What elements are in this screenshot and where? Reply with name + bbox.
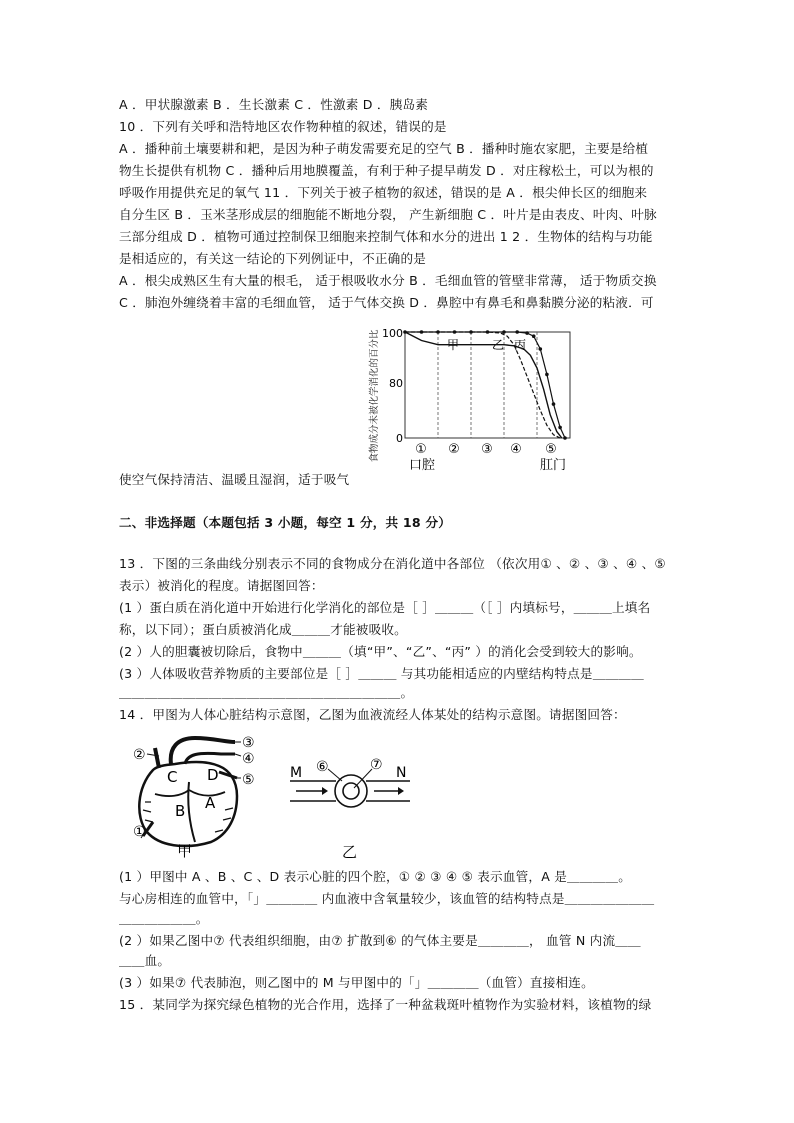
series-point <box>563 436 567 440</box>
x-name-mouth: 口腔 <box>408 458 436 473</box>
series-point <box>515 330 519 334</box>
series-label-bing: 丙 <box>514 338 527 352</box>
text-line: (2 ）如果乙图中⑦ 代表组织细胞，由⑦ 扩散到⑥ 的气体主要是＿＿＿＿， 血管 N 内流＿＿ <box>119 933 641 948</box>
aorta <box>171 738 235 764</box>
heart-label-1: ① <box>133 824 146 840</box>
text-line: (3 ）人体吸收营养物质的主要部位是［ ］＿＿＿ 与其功能相适应的内壁结构特点是＿＿＿＿ <box>119 666 644 681</box>
chamber-label-c: C <box>167 768 178 786</box>
chamber-label-b: B <box>175 802 186 820</box>
series-point <box>525 331 529 335</box>
vessel-label-6: ⑥ <box>316 759 329 775</box>
text-line: 三部分组成 D ．植物可通过控制保卫细胞来控制气体和水分的进出 1 2 ．生物体的结构与功能 <box>119 229 653 244</box>
text-line: A ．甲状腺激素 B ．生长激素 C ．性激素 D ．胰岛素 <box>119 97 429 112</box>
question-14: 14 ．甲图为人体心脏结构示意图，乙图为血液流经人体某处的结构示意图。请据图回答： <box>119 707 626 722</box>
series-point <box>486 330 490 334</box>
series-point <box>552 402 556 406</box>
series-point <box>532 334 536 338</box>
series-point <box>558 426 562 430</box>
x-tick-5: ⑤ <box>545 442 557 457</box>
heart-label-2: ② <box>133 747 146 763</box>
x-tick-1: ① <box>415 442 427 457</box>
x-tick-4: ④ <box>510 442 522 457</box>
series-line-1 <box>405 332 562 438</box>
leader-4 <box>235 754 241 756</box>
question-15: 15 ．某同学为探究绿色植物的光合作用，选择了一种盆栽斑叶植物作为实验材料，该植物的绿 <box>119 997 652 1012</box>
text-line: ＿＿＿＿＿＿＿＿＿＿＿＿＿＿＿＿＿＿＿＿＿＿。 <box>119 685 414 700</box>
text-line: 与心房相连的血管中，「」＿＿＿＿ 内血液中含氧量较少，该血管的结构特点是＿＿＿＿＿＿＿ <box>119 891 655 906</box>
text-line: A ．播种前土壤要耕和耙，是因为种子萌发需要充足的空气 B ．播种时施农家肥，主要是给植 <box>119 141 649 156</box>
series-point <box>403 330 407 334</box>
vessel-label-m: M <box>290 765 303 781</box>
heart-label-5: ⑤ <box>242 772 255 788</box>
text-line: A ．根尖成熟区生有大量的根毛， 适于根吸收水分 B ．毛细血管的管壁非常薄， 适于物质交换 <box>119 273 657 288</box>
text-line: 物生长提供有机物 C ．播种后用地膜覆盖，有利于种子提早萌发 D ．对庄稼松土，可以为根的 <box>119 163 654 178</box>
text-line: (2 ）人的胆囊被切除后，食物中＿＿＿（填“甲”、“乙”、“丙” ）的消化会受到较大的影响。 <box>119 644 642 659</box>
series-point <box>539 347 543 351</box>
leader-6 <box>328 769 342 781</box>
series-point <box>469 330 473 334</box>
series-point <box>453 330 457 334</box>
capillary-caption: 乙 <box>342 843 358 861</box>
y-tick-80: 80 <box>389 377 403 390</box>
series-label-jia: 甲 <box>447 338 460 352</box>
digestion-chart <box>365 312 580 478</box>
chart-frame <box>405 332 570 438</box>
text-line: (1 ）蛋白质在消化道中开始进行化学消化的部位是［ ］＿＿＿（［ ］内填标号，＿＿＿上填名 <box>119 600 651 615</box>
capillary-diagram <box>286 755 416 865</box>
text-line: C ．肺泡外缠绕着丰富的毛细血管， 适于气体交换 D ．鼻腔中有鼻毛和鼻黏膜分泌的粘液．可 <box>119 295 654 310</box>
heart-caption: 甲 <box>177 842 193 860</box>
x-name-anus: 肛门 <box>539 458 567 473</box>
chamber-label-d: D <box>207 766 219 784</box>
heart-label-4: ④ <box>242 751 255 767</box>
vessel-label-7: ⑦ <box>370 757 383 773</box>
vena-cava-top <box>155 748 159 768</box>
y-tick-0: 0 <box>396 432 403 445</box>
text-line: ＿＿血。 <box>119 953 171 968</box>
text-line: ＿＿＿＿＿＿。 <box>119 911 209 926</box>
series-label-yi: 乙 <box>492 338 505 352</box>
text-line: 自分生区 B ．玉米茎形成层的细胞能不断地分裂， 产生新细胞 C ．叶片是由表皮、叶肉、叶脉 <box>119 207 657 222</box>
text-line: (3 ）如果⑦ 代表肺泡，则乙图中的 M 与甲图中的「」＿＿＿＿（血管）直接相连。 <box>119 975 594 990</box>
heart-diagram <box>125 732 275 860</box>
flow-arrowhead-left <box>322 787 328 795</box>
text-line: 表示）被消化的程度。请据图回答： <box>119 578 324 593</box>
heart-label-3: ③ <box>242 735 255 751</box>
series-point <box>502 330 506 334</box>
x-tick-2: ② <box>448 442 460 457</box>
series-point <box>436 330 440 334</box>
text-line: (1 ）甲图中 A 、B 、C 、D 表示心脏的四个腔，① ② ③ ④ ⑤ 表示血管，A 是＿＿＿＿。 <box>119 869 632 884</box>
series-point <box>420 330 424 334</box>
series-point <box>545 373 549 377</box>
text-line: 使空气保持清洁、温暖且湿润，适于吸气 <box>119 472 350 487</box>
text-line: 是相适应的，有关这一结论的下列例证中，不正确的是 <box>119 251 427 266</box>
section-heading: 二、非选择题（本题包括 3 小题，每空 1 分，共 18 分） <box>119 515 452 530</box>
y-tick-100: 100 <box>382 327 403 340</box>
y-axis-label: 食物成分未被化学消化的百分比 <box>369 329 380 463</box>
question-13: 13 ．下图的三条曲线分别表示不同的食物成分在消化道中各部位 （依次用① 、② 、③ 、④ 、⑤ <box>119 556 666 571</box>
flow-arrowhead-right <box>398 787 404 795</box>
chamber-label-a: A <box>205 794 216 812</box>
text-line: 称，以下同）；蛋白质被消化成＿＿＿才能被吸收。 <box>119 622 407 637</box>
x-tick-3: ③ <box>481 442 493 457</box>
question-10: 10 ．下列有关呼和浩特地区农作物种植的叙述，错误的是 <box>119 119 447 134</box>
text-line: 呼吸作用提供充足的氧气 11 ．下列关于被子植物的叙述，错误的是 A ．根尖伸长区的细胞来 <box>119 185 648 200</box>
vessel-label-n: N <box>396 765 407 781</box>
